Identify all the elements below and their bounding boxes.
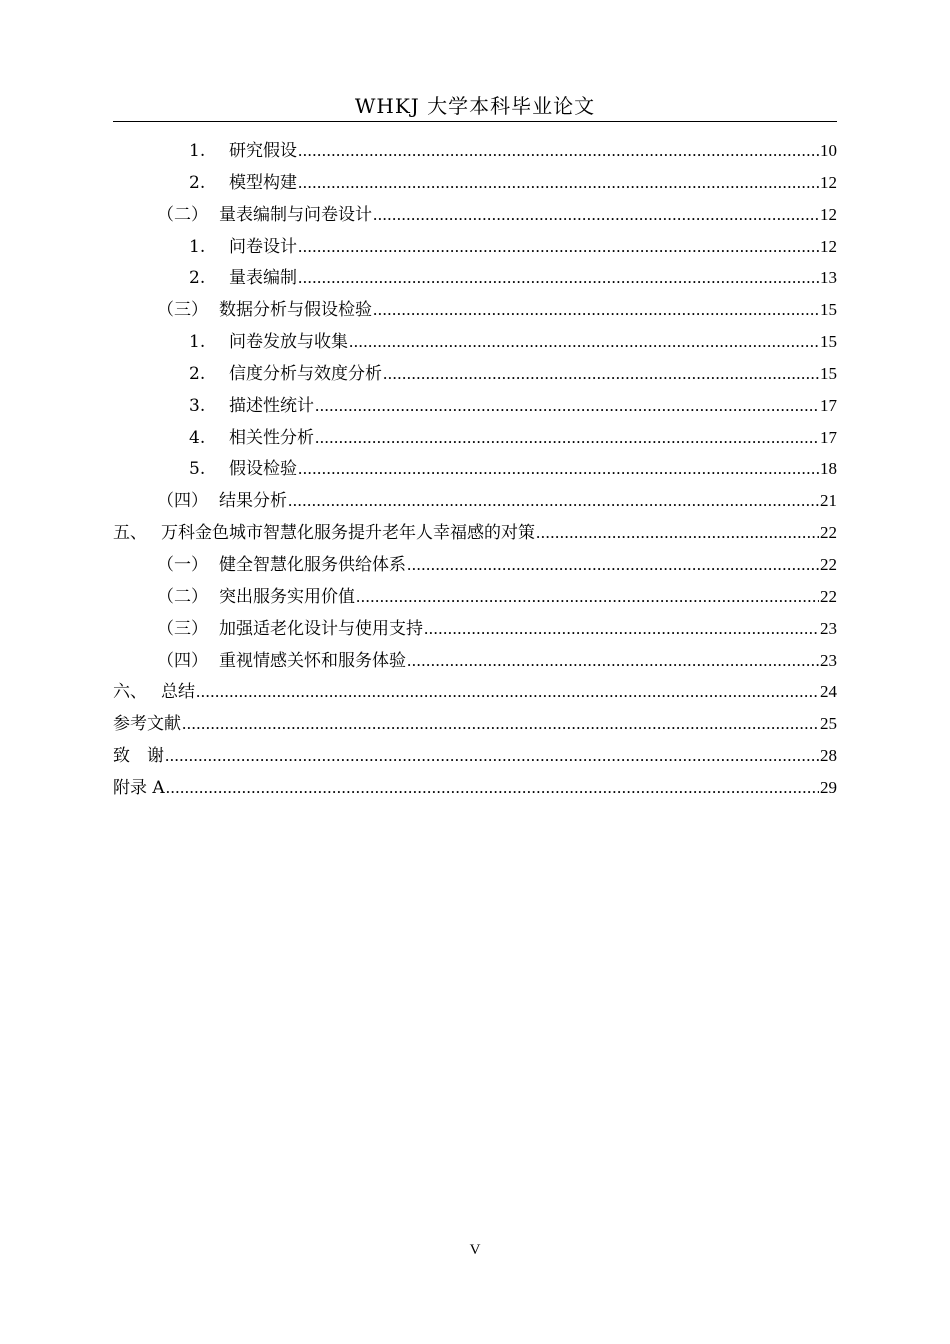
toc-entry-title: 致 谢 <box>113 746 164 767</box>
toc-entry-title: 信度分析与效度分析 <box>229 363 382 384</box>
toc-entry[interactable] <box>113 647 837 679</box>
toc-dot-leader <box>196 678 819 706</box>
page-header: WHKJ 大学本科毕业论文 <box>354 94 596 118</box>
toc-entry-title: 加强适老化设计与使用支持 <box>219 618 423 639</box>
toc-entry-number: 2. <box>189 172 206 193</box>
toc-entry-title: 附录 A <box>113 777 165 798</box>
toc-entry-title: 问卷设计 <box>229 236 297 257</box>
toc-dot-leader <box>373 296 819 324</box>
toc-entry[interactable] <box>113 169 837 201</box>
toc-entry[interactable] <box>113 455 837 487</box>
toc-entry-page: 13 <box>820 268 837 288</box>
toc-entry[interactable] <box>113 328 837 360</box>
toc-dot-leader <box>356 583 819 611</box>
toc-entry-page: 23 <box>820 618 837 638</box>
toc-entry-title: 量表编制 <box>229 268 297 289</box>
toc-entry[interactable] <box>113 678 837 710</box>
toc-entry-page: 17 <box>820 395 837 415</box>
toc-entry-page: 12 <box>820 236 837 256</box>
toc-entry[interactable] <box>113 551 837 583</box>
toc-entry-number: 4. <box>189 427 206 448</box>
toc-entry-number: 1. <box>189 141 206 161</box>
toc-entry-number: （三） <box>157 300 208 321</box>
toc-entry-number: （二） <box>157 204 208 225</box>
toc-entry-number: 5. <box>189 459 206 480</box>
toc-entry-page: 15 <box>820 300 837 320</box>
toc-dot-leader <box>298 264 819 292</box>
toc-dot-leader <box>298 233 819 261</box>
table-of-contents <box>113 137 837 806</box>
toc-entry-page: 21 <box>820 491 837 511</box>
toc-entry-page: 10 <box>820 141 837 160</box>
toc-dot-leader <box>298 455 819 483</box>
toc-entry-title: 数据分析与假设检验 <box>219 300 372 321</box>
toc-entry-number: （三） <box>157 618 208 639</box>
toc-entry-number: 2. <box>189 268 206 289</box>
toc-entry-page: 25 <box>820 714 837 734</box>
toc-entry-page: 22 <box>820 586 837 606</box>
header-divider <box>113 121 837 122</box>
toc-dot-leader <box>536 519 819 547</box>
toc-entry[interactable] <box>113 264 837 296</box>
toc-dot-leader <box>424 615 819 643</box>
toc-entry-page: 17 <box>820 427 837 447</box>
toc-entry-page: 22 <box>820 523 837 543</box>
toc-dot-leader <box>288 487 819 515</box>
toc-entry-page: 12 <box>820 172 837 192</box>
toc-entry-title: 总结 <box>161 682 195 703</box>
toc-entry[interactable] <box>113 233 837 265</box>
toc-entry-title: 量表编制与问卷设计 <box>219 204 372 225</box>
toc-dot-leader <box>165 742 819 770</box>
toc-entry[interactable] <box>113 137 837 169</box>
page-number: V <box>469 1242 481 1258</box>
toc-entry[interactable] <box>113 201 837 233</box>
toc-entry-title: 研究假设 <box>229 141 297 161</box>
toc-entry-number: （二） <box>157 586 208 607</box>
toc-dot-leader <box>166 774 819 802</box>
toc-entry-number: （一） <box>157 554 208 575</box>
toc-entry[interactable] <box>113 710 837 742</box>
toc-entry[interactable] <box>113 742 837 774</box>
toc-entry[interactable] <box>113 615 837 647</box>
toc-dot-leader <box>298 137 819 165</box>
toc-entry-title: 问卷发放与收集 <box>229 332 348 353</box>
toc-entry[interactable] <box>113 583 837 615</box>
toc-entry-title: 相关性分析 <box>229 427 314 448</box>
toc-entry-number: 五、 <box>113 523 147 544</box>
toc-entry-title: 重视情感关怀和服务体验 <box>219 650 406 671</box>
toc-entry-number: 2. <box>189 363 206 384</box>
toc-entry-title: 假设检验 <box>229 459 297 480</box>
toc-entry[interactable] <box>113 296 837 328</box>
toc-entry-title: 万科金色城市智慧化服务提升老年人幸福感的对策 <box>161 523 535 544</box>
toc-entry-page: 28 <box>820 746 837 766</box>
toc-entry-number: （四） <box>157 491 208 512</box>
toc-entry-number: 1. <box>189 332 206 353</box>
toc-entry[interactable] <box>113 774 837 806</box>
toc-entry-number: 六、 <box>113 682 147 703</box>
toc-dot-leader <box>407 551 819 579</box>
toc-entry[interactable] <box>113 519 837 551</box>
toc-entry-page: 15 <box>820 363 837 383</box>
toc-dot-leader <box>407 647 819 675</box>
toc-entry-number: （四） <box>157 650 208 671</box>
toc-entry-title: 健全智慧化服务供给体系 <box>219 554 406 575</box>
toc-dot-leader <box>298 169 819 197</box>
toc-dot-leader <box>315 392 819 420</box>
toc-entry-page: 22 <box>820 554 837 574</box>
toc-entry[interactable] <box>113 424 837 456</box>
toc-entry[interactable] <box>113 392 837 424</box>
toc-entry-title: 突出服务实用价值 <box>219 586 355 607</box>
toc-entry-page: 29 <box>820 777 837 797</box>
toc-entry[interactable] <box>113 487 837 519</box>
toc-dot-leader <box>373 201 819 229</box>
toc-dot-leader <box>315 424 819 452</box>
toc-entry-page: 12 <box>820 204 837 224</box>
toc-entry-title: 描述性统计 <box>229 395 314 416</box>
toc-entry-page: 23 <box>820 650 837 670</box>
toc-entry-title: 模型构建 <box>229 172 297 193</box>
toc-entry-page: 24 <box>820 682 837 702</box>
toc-entry-page: 18 <box>820 459 837 479</box>
toc-dot-leader <box>349 328 819 356</box>
toc-entry-number: 1. <box>189 236 206 257</box>
toc-entry-page: 15 <box>820 332 837 352</box>
toc-dot-leader <box>383 360 819 388</box>
toc-dot-leader <box>182 710 819 738</box>
toc-entry-title: 参考文献 <box>113 714 181 735</box>
toc-entry-number: 3. <box>189 395 206 416</box>
toc-entry-title: 结果分析 <box>219 491 287 512</box>
toc-entry[interactable] <box>113 360 837 392</box>
